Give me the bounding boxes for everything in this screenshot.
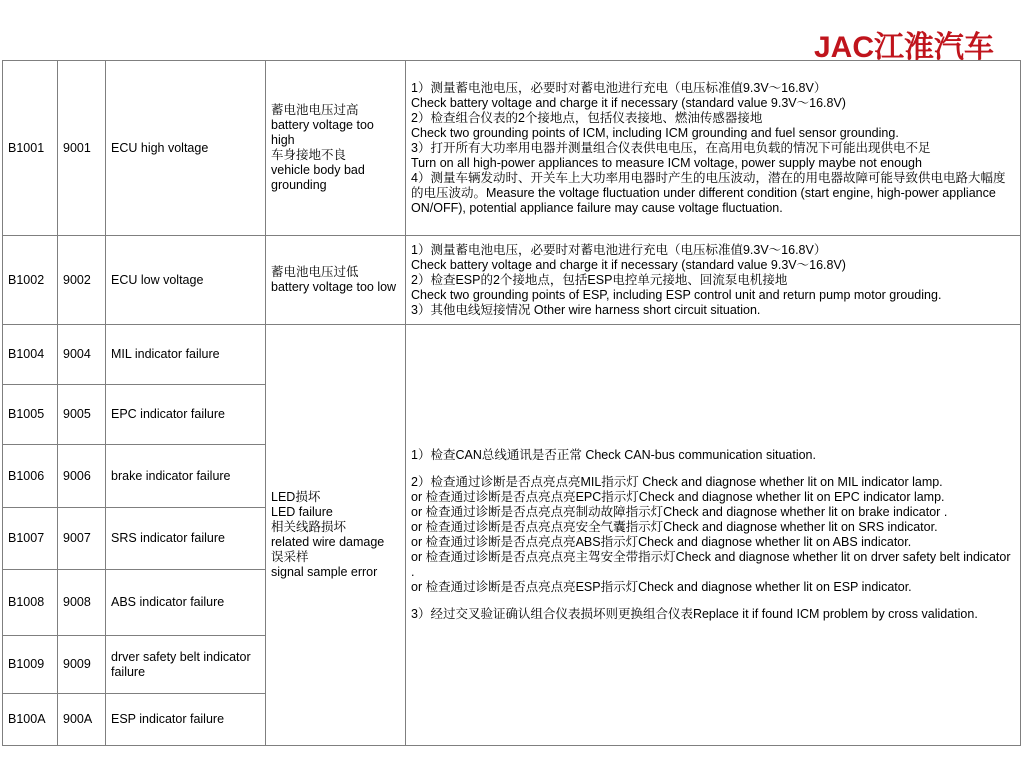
fault-description: brake indicator failure xyxy=(106,445,266,508)
table-row xyxy=(3,325,1021,385)
fault-code: B1008 xyxy=(3,570,58,636)
fault-solution: 1）测量蓄电池电压，必要时对蓄电池进行充电（电压标准值9.3V～16.8V） Check battery voltage and charge it if necessary (standard value 9.3V～16.8V) 2）检查组合仪表的2个接地点，包括仪表接地、燃油传感器接地 Check two grounding points of ICM, including ICM grounding and fuel sensor grounding. 3）打开所有大功率用电器并测量组合仪表供电电压，在高用电负载的情况下可能出现供电不足 Turn on all high-power appliances to measure ICM voltage, power supply maybe not enough 4）测量车辆发动时、开关车上大功率用电器时产生的电压波动，潜在的用电器故障可能导致供电电路大幅度的电压波动。Measure the voltage fluctuation under different condition (start engine, high-power appliance ON/OFF), potential appliance failure may cause voltage fluctuation. xyxy=(406,61,1021,236)
shared-fault-cause: LED损坏 LED failure 相关线路损坏 related wire damage 误采样 signal sample error xyxy=(266,325,406,746)
dtc-number: 9007 xyxy=(58,508,106,570)
fault-description: drver safety belt indicator failure xyxy=(106,636,266,694)
fault-code: B1005 xyxy=(3,385,58,445)
dtc-number: 9008 xyxy=(58,570,106,636)
shared-fault-solution: 1）检查CAN总线通讯是否正常 Check CAN-bus communication situation. 2）检查通过诊断是否点亮点亮MIL指示灯 Check and diagnose whether lit on MIL indicator lamp. or 检查通过诊断是否点亮点亮EPC指示灯Check and diagnose whether lit on EPC indicator lamp. or 检查通过诊断是否点亮点亮制动故障指示灯Check and diagnose whether lit on brake indicator . or 检查通过诊断是否点亮点亮安全气囊指示灯Check and diagnose whether lit on SRS indicator. or 检查通过诊断是否点亮点亮ABS指示灯Check and diagnose whether lit on ABS indicator. or 检查通过诊断是否点亮点亮主驾安全带指示灯Check and diagnose whether lit on drver safety belt indicator . or 检查通过诊断是否点亮点亮ESP指示灯Check and diagnose whether lit on ESP indicator. 3）经过交叉验证确认组合仪表损坏则更换组合仪表Replace it if found ICM problem by cross validation. xyxy=(406,325,1021,746)
fault-description: SRS indicator failure xyxy=(106,508,266,570)
dtc-number: 9005 xyxy=(58,385,106,445)
dtc-number: 9002 xyxy=(58,236,106,325)
fault-description: ECU high voltage xyxy=(106,61,266,236)
fault-description: ECU low voltage xyxy=(106,236,266,325)
fault-cause: 蓄电池电压过高 battery voltage too high 车身接地不良 vehicle body bad grounding xyxy=(266,61,406,236)
table-row xyxy=(3,236,1021,325)
dtc-number: 900A xyxy=(58,694,106,746)
fault-code: B1009 xyxy=(3,636,58,694)
dtc-number: 9006 xyxy=(58,445,106,508)
fault-code: B1002 xyxy=(3,236,58,325)
fault-cause: 蓄电池电压过低 battery voltage too low xyxy=(266,236,406,325)
fault-description: EPC indicator failure xyxy=(106,385,266,445)
fault-code: B1007 xyxy=(3,508,58,570)
brand-logo: JAC江淮汽车 xyxy=(813,31,994,64)
fault-code: B1004 xyxy=(3,325,58,385)
dtc-number: 9004 xyxy=(58,325,106,385)
fault-description: ESP indicator failure xyxy=(106,694,266,746)
fault-code: B1006 xyxy=(3,445,58,508)
fault-description: ABS indicator failure xyxy=(106,570,266,636)
fault-description: MIL indicator failure xyxy=(106,325,266,385)
fault-code: B100A xyxy=(3,694,58,746)
dtc-table xyxy=(2,60,1021,746)
dtc-number: 9001 xyxy=(58,61,106,236)
table-row xyxy=(3,61,1021,236)
fault-solution: 1）测量蓄电池电压，必要时对蓄电池进行充电（电压标准值9.3V～16.8V） Check battery voltage and charge it if necessary (standard value 9.3V～16.8V) 2）检查ESP的2个接地点，包括ESP电控单元接地、回流泵电机接地 Check two grounding points of ESP, including ESP control unit and return pump motor grouding. 3）其他电线短接情况 Other wire harness short circuit situation. xyxy=(406,236,1021,325)
dtc-number: 9009 xyxy=(58,636,106,694)
fault-code: B1001 xyxy=(3,61,58,236)
